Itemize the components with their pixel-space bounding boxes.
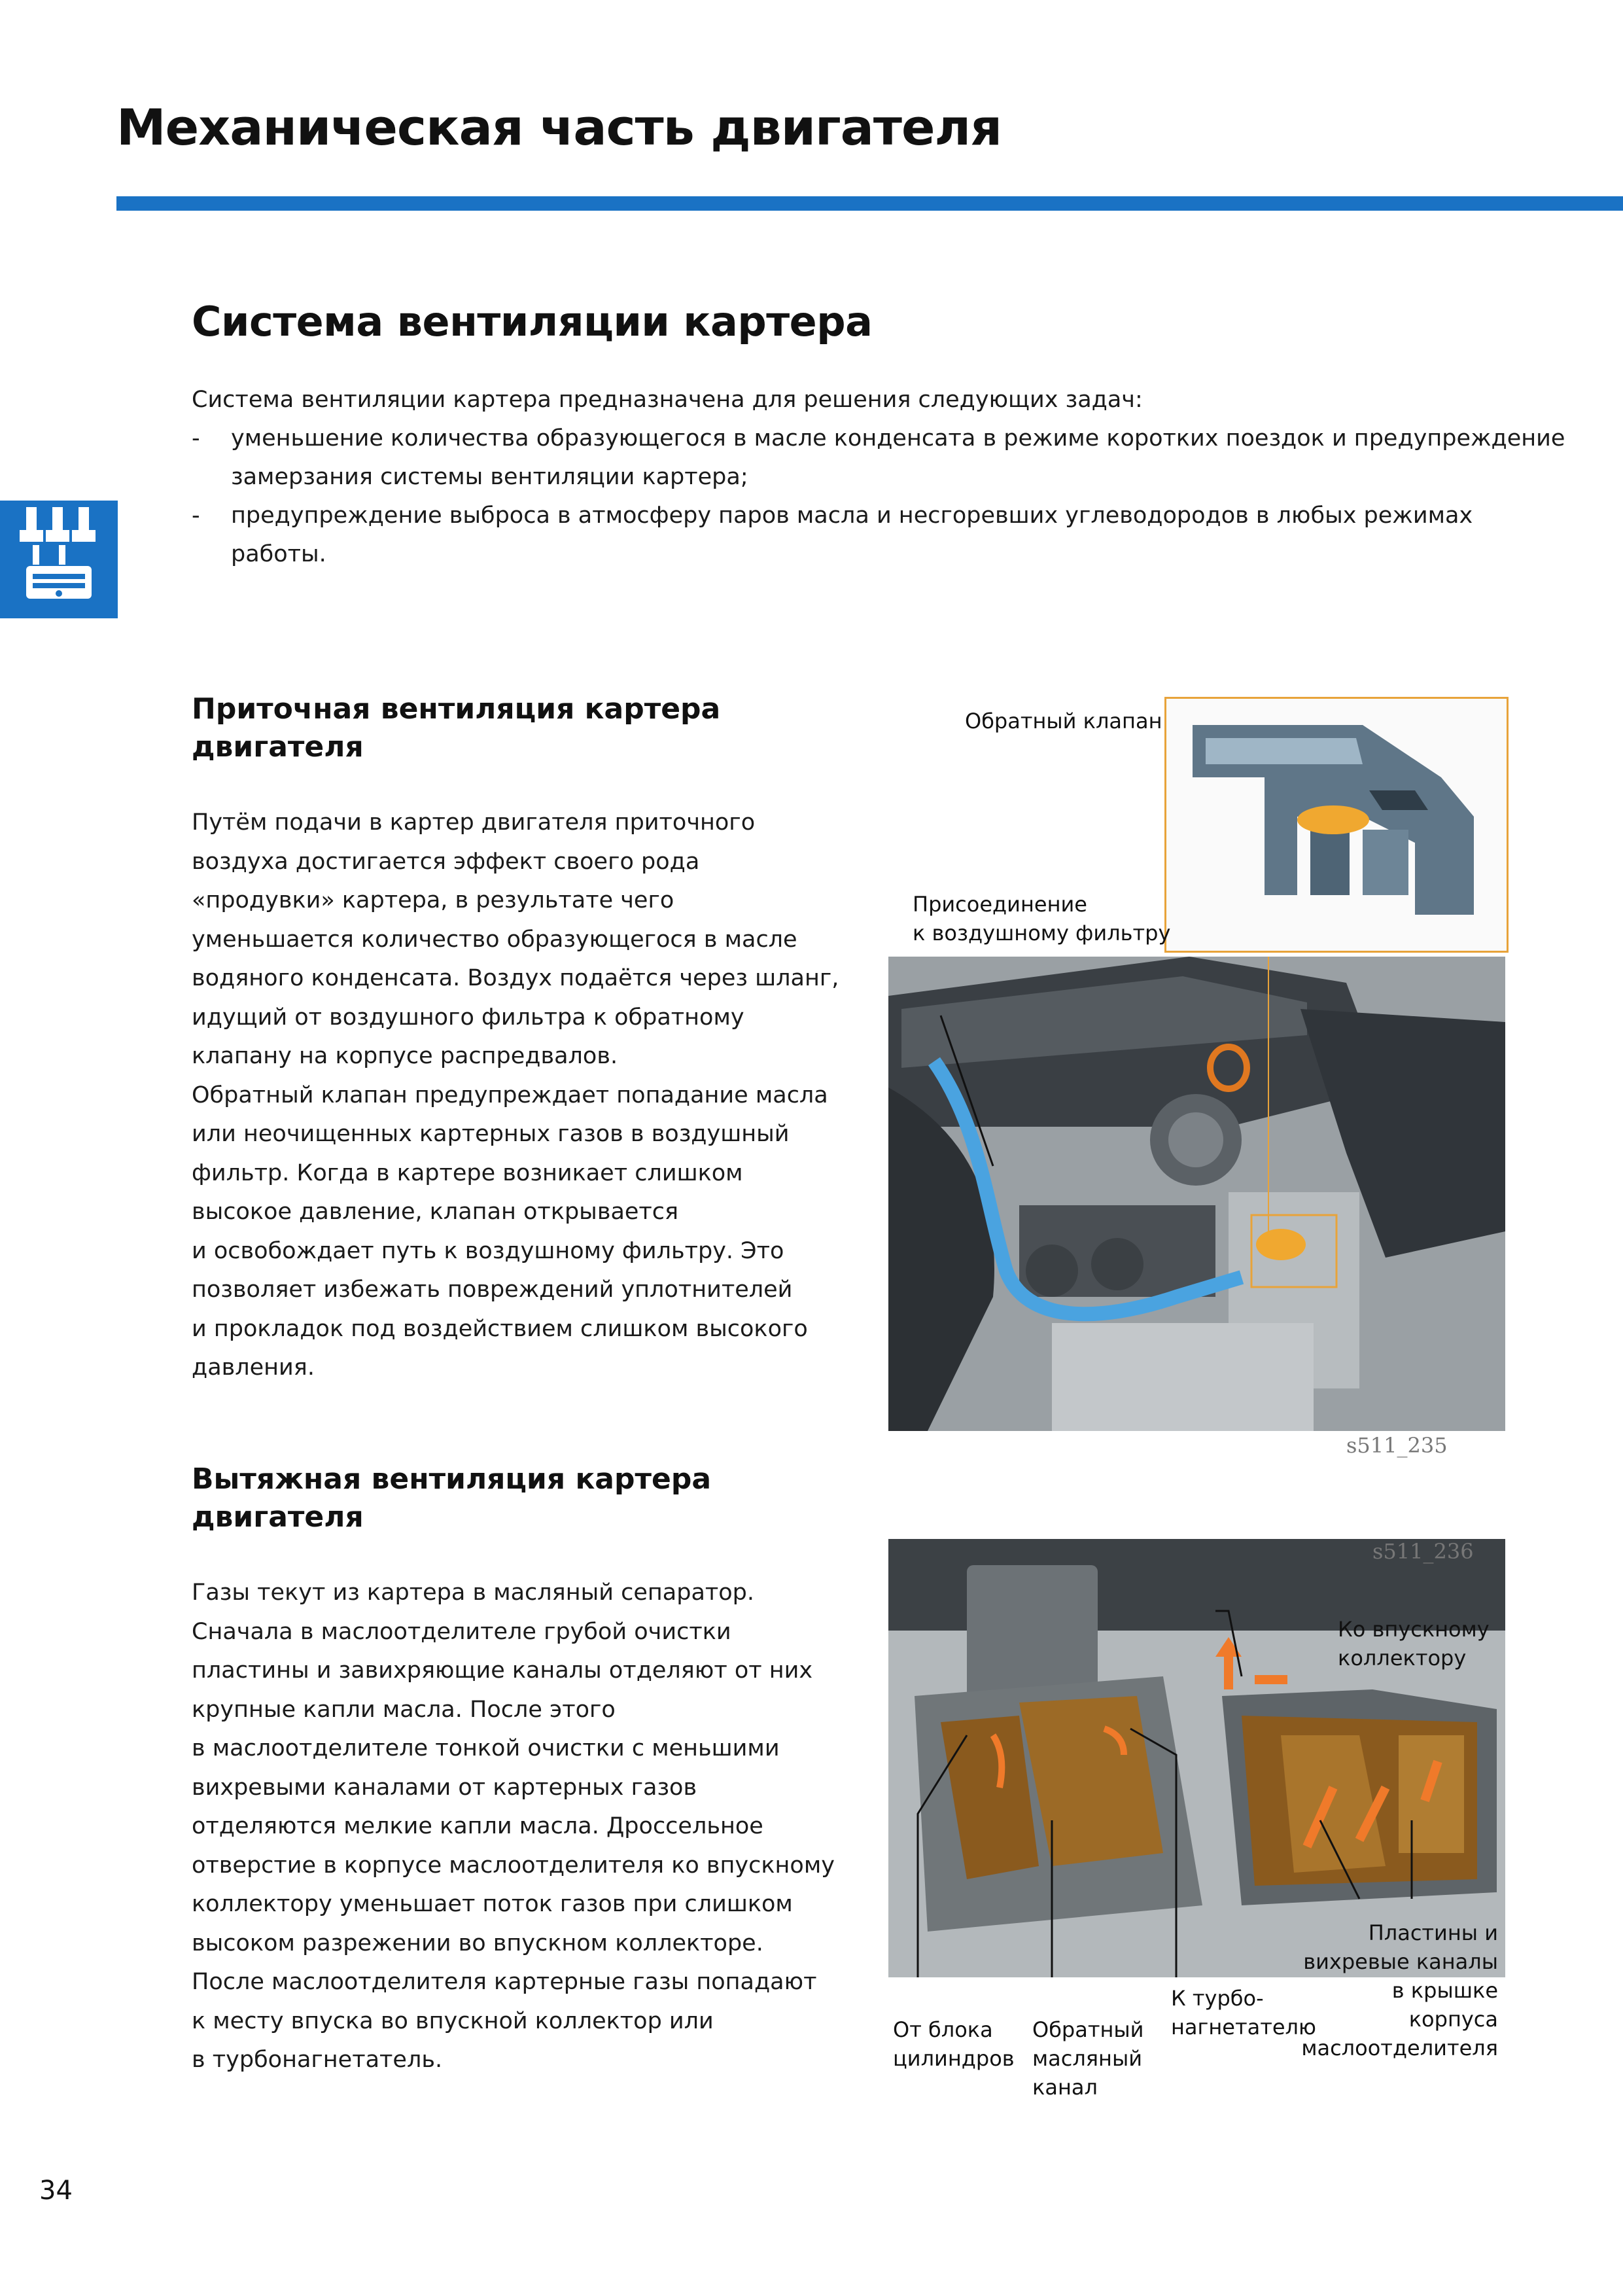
- task-list: [192, 419, 1565, 574]
- section-title: Система вентиляции картера: [192, 298, 873, 345]
- label-air-filter-connection: Присоединение к воздушному фильтру: [913, 892, 1171, 945]
- figure-id-main: s511_235: [1346, 1433, 1448, 1458]
- page-number: 34: [39, 2176, 73, 2206]
- page-title: Механическая часть двигателя: [116, 98, 1002, 156]
- section-intro: Система вентиляции картера предназначена для решения следующих задач:: [192, 387, 1143, 413]
- label-check-valve: Обратный клапан: [965, 709, 1162, 733]
- engine-section-tab: [0, 501, 118, 618]
- figure-id-separator: s511_236: [1372, 1539, 1474, 1564]
- supply-ventilation-title: Приточная вентиляция картера двигателя: [192, 692, 721, 764]
- label-to-turbocharger: К турбо- нагнетателю: [1171, 1986, 1316, 2040]
- engine-top-image: [888, 957, 1505, 1431]
- exhaust-ventilation-title: Вытяжная вентиляция картера двигателя: [192, 1462, 712, 1534]
- check-valve-detail-image: [1164, 697, 1509, 953]
- exhaust-ventilation-text: Газы текут из картера в масляный сепаратор. Сначала в маслоотделителе грубой очистки пластины и завихряющие каналы отделяют от них крупные капли масла. После этого в маслоотделителе тонкой очистки с меньшими вихревыми каналами от картерных газов отделяются мелкие капли масла. Дроссельное отверстие в корпусе маслоотделителя ко впускному коллектору уменьшает поток газов при слишком высоком разрежении во впускном коллекторе. После маслоотделителя картерные газы попадают к месту впуска во впускной коллектор или в турбонагнетатель.: [192, 1580, 835, 2073]
- supply-ventilation-text: Путём подачи в картер двигателя приточного воздуха достигается эффект своего рода «продувки» картера, в результате чего уменьшается количество образующегося в масле водяного конденсата. Воздух подаётся через шланг, идущий от воздушного фильтра к обратному клапану на корпусе распредвалов. Обратный клапан предупреждает попадание масла или неочищенных картерных газов в воздушный фильтр. Когда в картере возникает слишком высокое давление, клапан открывается и освобождает путь к воздушному фильтру. Это позволяет избежать повреждений уплотнителей и прокладок под воздействием слишком высокого давления.: [192, 809, 839, 1381]
- label-intake-manifold: Ко впускному коллектору: [1338, 1617, 1490, 1670]
- header-rule: [116, 196, 1623, 211]
- task-item-emissions: - предупреждение выброса в атмосферу паров масла и несгоревших углеводородов в любых режимах работы.: [192, 497, 1565, 574]
- engine-piston-icon: [0, 501, 118, 618]
- label-from-cylinder-block: От блока цилиндров: [893, 2017, 1015, 2071]
- task-item-condensate: - уменьшение количества образующегося в масле конденсата в режиме коротких поездок и предупреждение замерзания системы вентиляции картера;: [192, 419, 1565, 497]
- oil-separator-image: [888, 1539, 1505, 1977]
- label-plates-channels: Пластины и вихревые каналы в крышке корпуса маслоотделителя: [1301, 1920, 1498, 2060]
- label-oil-return-channel: Обратный масляный канал: [1032, 2017, 1144, 2100]
